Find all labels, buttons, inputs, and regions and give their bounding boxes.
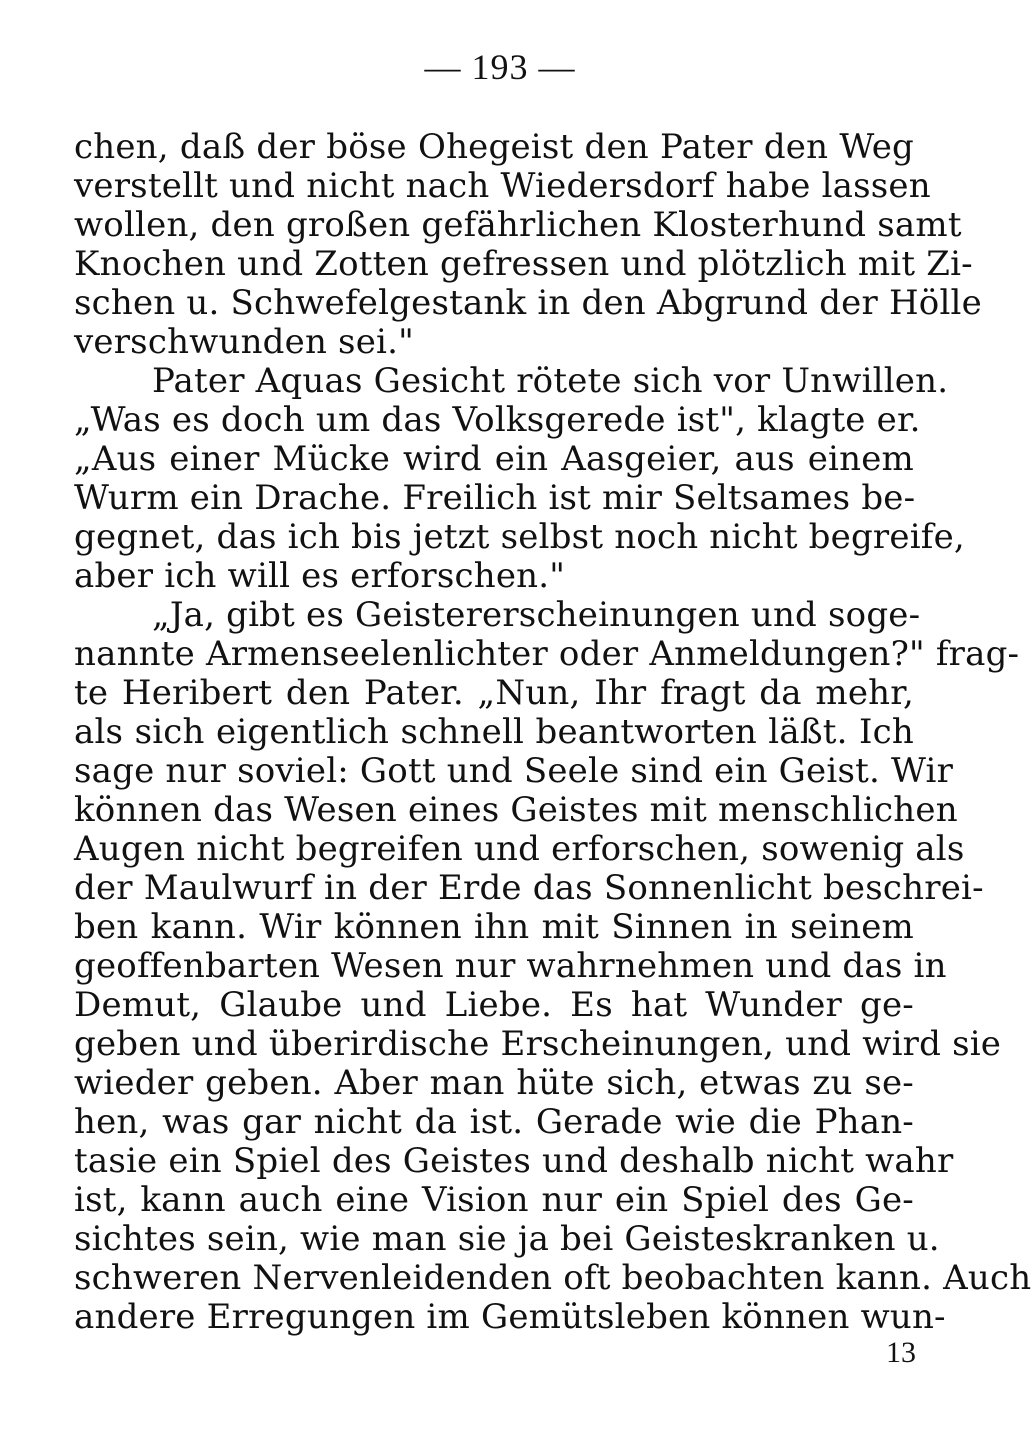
- text-line: Pater Aquas Gesicht rötete sich vor Unwillen.: [152, 361, 949, 401]
- body-text: [74, 127, 1031, 1337]
- text-line: Demut, Glaube und Liebe. Es hat Wunder ge-: [74, 985, 914, 1025]
- text-line: te Heribert den Pater. „Nun, Ihr fragt da mehr,: [74, 673, 914, 713]
- text-line: Knochen und Zotten gefressen und plötzlich mit Zi-: [74, 244, 973, 284]
- text-line: verschwunden sei.": [74, 322, 414, 362]
- text-line: geoffenbarten Wesen nur wahrnehmen und das in: [74, 946, 947, 986]
- text-line: wollen, den großen gefährlichen Klosterhund samt: [74, 205, 962, 245]
- text-line: gegnet, das ich bis jetzt selbst noch nicht begreife,: [74, 517, 965, 557]
- text-line: Wurm ein Drache. Freilich ist mir Seltsames be-: [74, 478, 916, 518]
- text-line: aber ich will es erforschen.": [74, 556, 566, 596]
- text-line: ben kann. Wir können ihn mit Sinnen in seinem: [74, 907, 914, 947]
- text-line: Augen nicht begreifen und erforschen, sowenig als: [74, 829, 965, 869]
- text-line: hen, was gar nicht da ist. Gerade wie die Phan-: [74, 1102, 914, 1142]
- text-line: nannte Armenseelenlichter oder Anmeldungen?" frag-: [74, 634, 1020, 674]
- text-line: „Aus einer Mücke wird ein Aasgeier, aus einem: [74, 439, 914, 479]
- text-line: tasie ein Spiel des Geistes und deshalb nicht wahr: [74, 1141, 954, 1181]
- text-line: „Ja, gibt es Geistererscheinungen und soge-: [152, 595, 921, 635]
- text-line: sichtes sein, wie man sie ja bei Geisteskranken u.: [74, 1219, 940, 1259]
- text-line: als sich eigentlich schnell beantworten läßt. Ich: [74, 712, 914, 752]
- text-line: wieder geben. Aber man hüte sich, etwas zu se-: [74, 1063, 914, 1103]
- text-line: geben und überirdische Erscheinungen, und wird sie: [74, 1024, 1002, 1064]
- printer-signature-mark: 13: [886, 1336, 916, 1369]
- text-line: können das Wesen eines Geistes mit menschlichen: [74, 790, 958, 830]
- text-line: sage nur soviel: Gott und Seele sind ein Geist. Wir: [74, 751, 954, 791]
- text-line: verstellt und nicht nach Wiedersdorf habe lassen: [74, 166, 931, 206]
- text-line: schen u. Schwefelgestank in den Abgrund der Hölle: [74, 283, 982, 323]
- page-number: — 193 —: [424, 47, 576, 87]
- text-line: chen, daß der böse Ohegeist den Pater den Weg: [74, 127, 914, 167]
- text-line: schweren Nervenleidenden oft beobachten kann. Auch: [74, 1258, 1031, 1298]
- text-line: ist, kann auch eine Vision nur ein Spiel des Ge-: [74, 1180, 914, 1220]
- text-line: „Was es doch um das Volksgerede ist", klagte er.: [74, 400, 921, 440]
- text-line: andere Erregungen im Gemütsleben können wun-: [74, 1297, 946, 1337]
- text-line: der Maulwurf in der Erde das Sonnenlicht beschrei-: [74, 868, 984, 908]
